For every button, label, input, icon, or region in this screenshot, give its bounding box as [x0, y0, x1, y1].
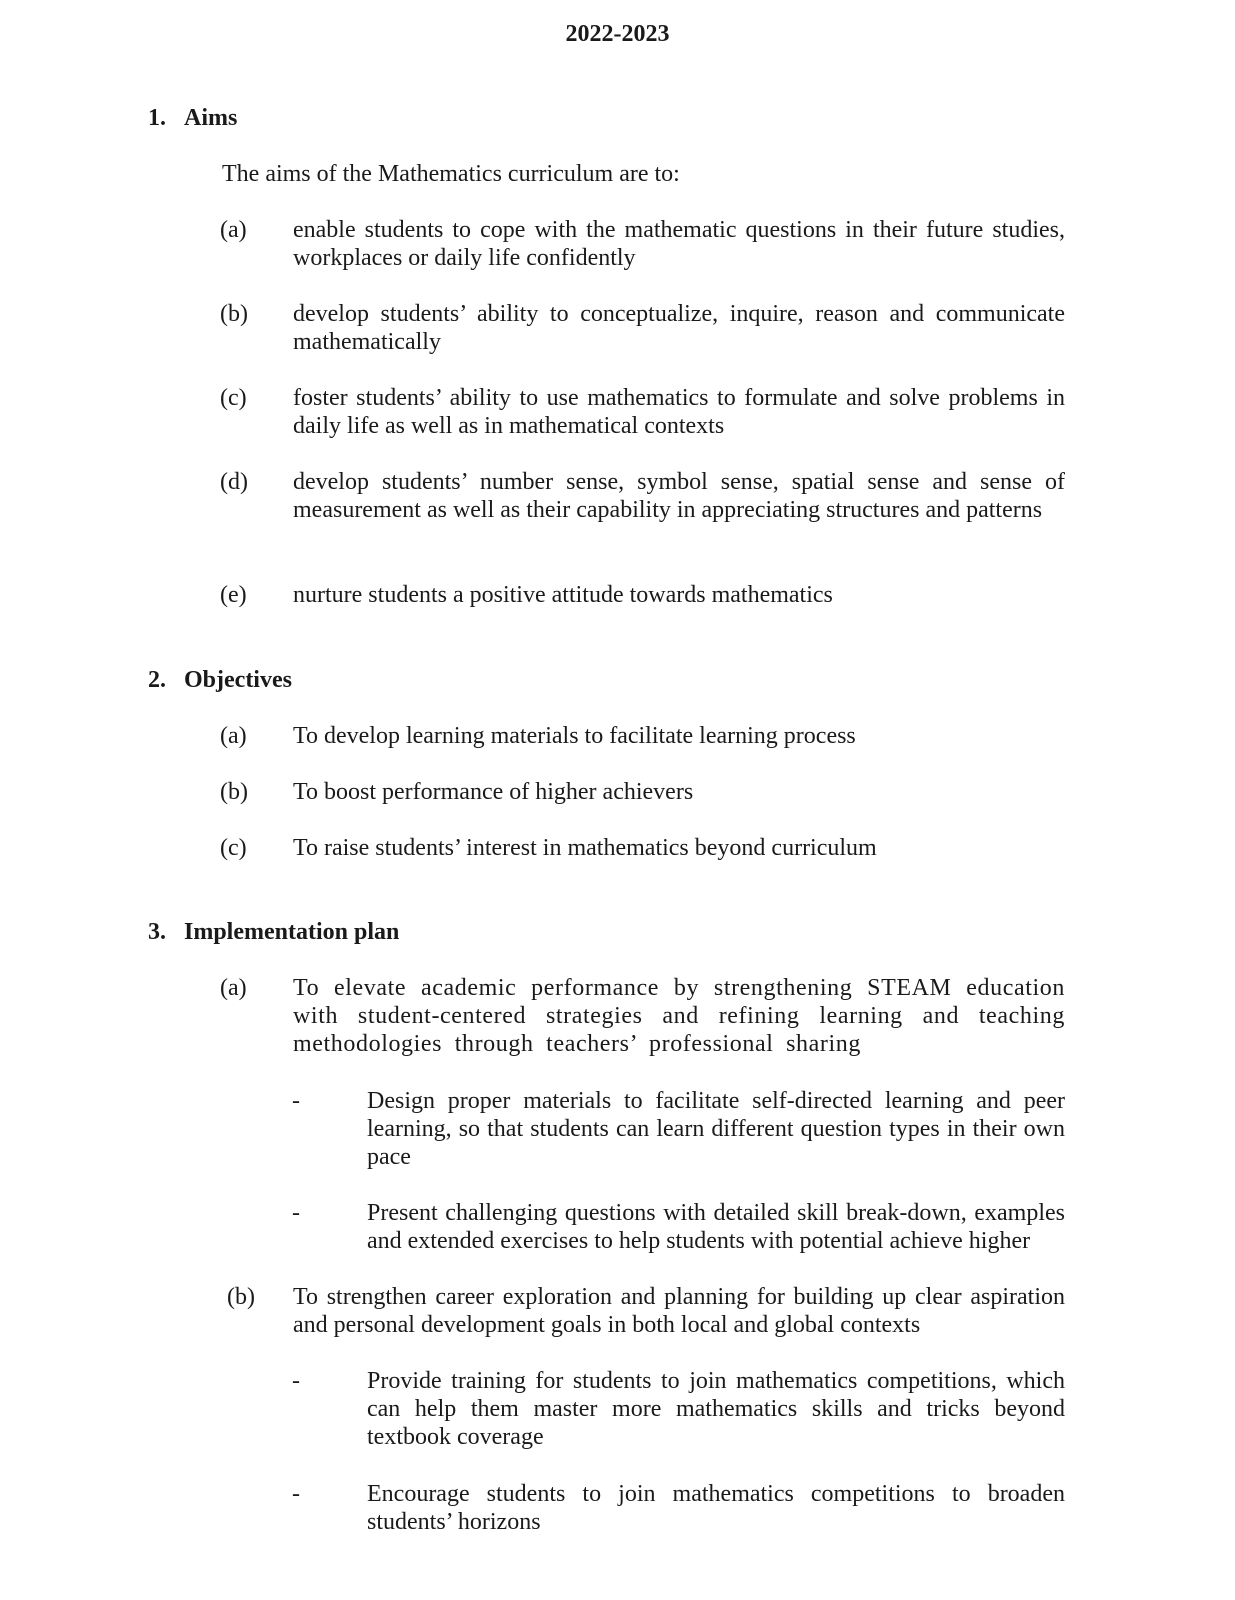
list-item: [227, 1283, 1065, 1339]
item-marker: (d): [220, 469, 248, 495]
dash-bullet: -: [292, 1200, 300, 1226]
item-text: foster students’ ability to use mathematics to formulate and solve problems in daily life as well as in mathematical contexts: [293, 385, 1065, 439]
aims-intro: The aims of the Mathematics curriculum are to:: [222, 161, 680, 187]
sub-list-item: [292, 1367, 1065, 1451]
item-text: develop students’ number sense, symbol sense, spatial sense and sense of measurement as well as their capability in appreciating structures and patterns: [293, 469, 1065, 523]
list-item: [220, 216, 1065, 272]
list-item: [220, 384, 1065, 440]
sub-list-item: [292, 1199, 1065, 1255]
sub-item-text: Present challenging questions with detailed skill break-down, examples and extended exercises to help students with potential achieve higher: [367, 1200, 1065, 1254]
item-marker: (b): [220, 779, 248, 805]
section-number: 2.: [148, 667, 166, 693]
sub-item-text: Provide training for students to join mathematics competitions, which can help them master more mathematics skills and tricks beyond textbook coverage: [367, 1368, 1065, 1450]
list-item: [220, 300, 1065, 356]
item-text: develop students’ ability to conceptualize, inquire, reason and communicate mathematically: [293, 301, 1065, 355]
section-title: Objectives: [184, 667, 292, 693]
section-heading-implementation-plan: [148, 918, 399, 946]
sub-item-text: Encourage students to join mathematics competitions to broaden students’ horizons: [367, 1481, 1065, 1535]
section-number: 3.: [148, 919, 166, 945]
list-item: [220, 581, 1065, 609]
item-marker: (a): [220, 723, 247, 749]
item-marker: (a): [220, 217, 247, 243]
section-title: Aims: [184, 105, 238, 131]
sub-item-text: Design proper materials to facilitate self-directed learning and peer learning, so that students can learn different question types in their own pace: [367, 1088, 1065, 1170]
item-marker: (c): [220, 385, 247, 411]
item-text: To raise students’ interest in mathematics beyond curriculum: [293, 835, 877, 861]
item-marker: (e): [220, 582, 247, 608]
list-item: [220, 468, 1065, 524]
dash-bullet: -: [292, 1368, 300, 1394]
sub-list-item: [292, 1480, 1065, 1536]
item-marker: (b): [220, 301, 248, 327]
list-item: [220, 974, 1065, 1058]
item-marker: (c): [220, 835, 247, 861]
item-marker: (b): [227, 1284, 255, 1310]
item-text: To boost performance of higher achievers: [293, 779, 694, 805]
list-item: [220, 778, 1065, 806]
item-text: To strengthen career exploration and planning for building up clear aspiration and personal development goals in both local and global contexts: [293, 1284, 1065, 1338]
section-heading-objectives: [148, 666, 292, 694]
dash-bullet: -: [292, 1088, 300, 1114]
item-text: nurture students a positive attitude towards mathematics: [293, 582, 833, 608]
item-text: enable students to cope with the mathematic questions in their future studies, workplaces or daily life confidently: [293, 217, 1065, 271]
page-title: 2022-2023: [565, 21, 670, 47]
section-heading-aims: [148, 104, 237, 132]
item-text: To elevate academic performance by strengthening STEAM education with student-centered strategies and refining learning and teaching methodologies through teachers’ professional sharing: [293, 975, 1065, 1057]
item-marker: (a): [220, 975, 247, 1001]
section-number: 1.: [148, 105, 166, 131]
sub-list-item: [292, 1087, 1065, 1171]
item-text: To develop learning materials to facilitate learning process: [293, 723, 856, 749]
list-item: [220, 722, 1065, 750]
section-title: Implementation plan: [184, 919, 400, 945]
dash-bullet: -: [292, 1481, 300, 1507]
list-item: [220, 834, 1065, 862]
